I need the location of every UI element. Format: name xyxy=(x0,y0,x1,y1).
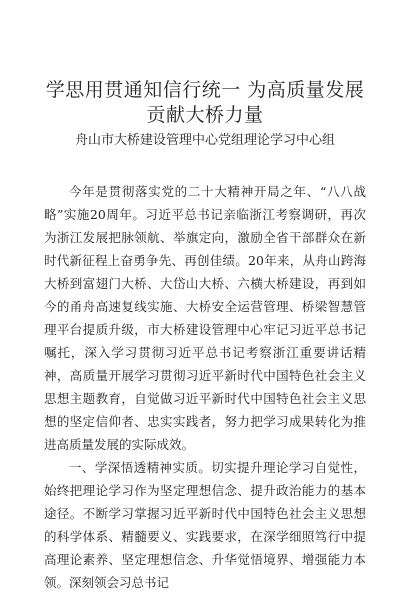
body-paragraph: 一、学深悟透精神实质。切实提升理论学习自觉性，始终把理论学习作为坚定理想信念、提升政治能力的基本途径。不断学习掌握习近平新时代中国特色社会主义思想的科学体系、精髓要义、实践要求，在深学细照笃行中提高理论素养、坚定理想信念、升华觉悟境界、增强能力本领。深刻领会习总书记 xyxy=(44,460,366,590)
document-title: 学思用贯通知信行统一 为高质量发展贡献大桥力量 xyxy=(45,79,365,126)
document-body xyxy=(44,180,366,594)
document-subtitle: 舟山市大桥建设管理中心党组理论学习中心组 xyxy=(74,133,335,148)
body-paragraph: 今年是贯彻落实党的二十大精神开局之年、“八八战略”实施20周年。习近平总书记亲临浙江考察调研，再次为浙江发展把脉领航、举旗定向，激励全省干部群众在新时代新征程上奋勇争先、再创佳绩。20年来，从舟山跨海大桥到富翅门大桥、大岱山大桥、六横大桥建设，再到如今的甬舟高速复线实施、大桥安全运营管理、桥梁智慧管理平台提质升级，市大桥建设管理中心牢记习近平总书记嘱托，深入学习贯彻习近平总书记考察浙江重要讲话精神，高质量开展学习贯彻习近平新时代中国特色社会主义思想主题教育，自觉做习近平新时代中国特色社会主义思想的坚定信仰者、忠实实践者，努力把学习成果转化为推进高质量发展的实际成效。 xyxy=(44,184,366,452)
